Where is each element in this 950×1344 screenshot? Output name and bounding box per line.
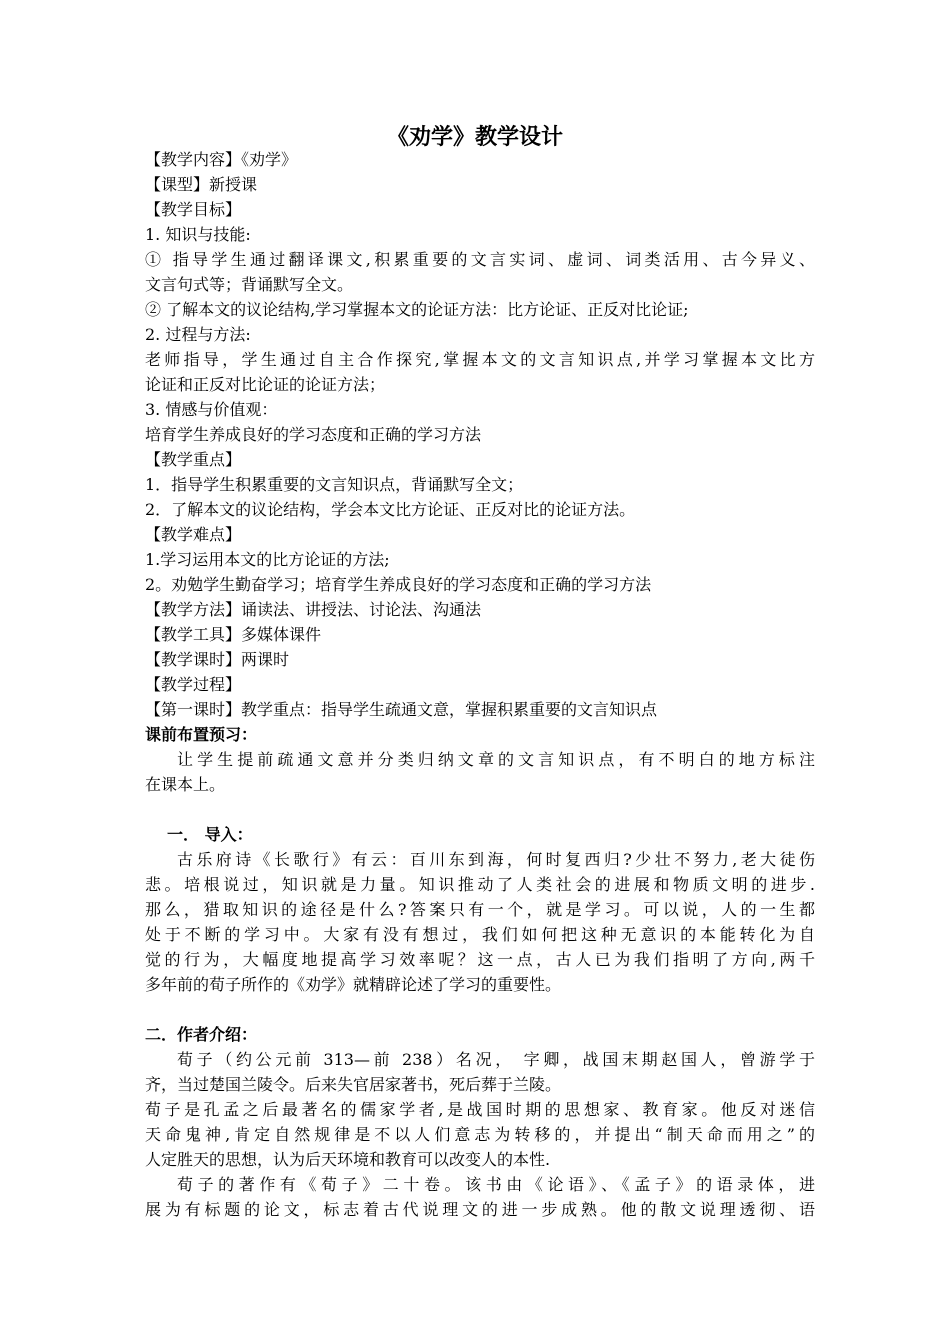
text-line: 齐，当过楚国兰陵令。后来失官居家著书，死后葬于兰陵。 (145, 1075, 562, 1094)
text-line: 2. 过程与方法: (145, 325, 251, 344)
text-line: 多年前的荀子所作的《劝学》就精辟论述了学习的重要性。 (145, 975, 562, 994)
section-heading: 课前布置预习： (145, 725, 258, 744)
section-heading: 二．作者介绍： (145, 1025, 258, 1044)
text-line: 荀子是孔孟之后最著名的儒家学者,是战国时期的思想家、教育家。他反对迷信 (145, 1100, 815, 1119)
text-line: ① 指导学生通过翻译课文,积累重要的文言实词、虚词、词类活用、古今异义、 (145, 250, 815, 269)
text-line: 觉的行为，大幅度地提高学习效率呢？这一点，古人已为我们指明了方向,两千 (145, 950, 815, 969)
text-line: 古乐府诗《长歌行》有云：百川东到海，何时复西归?少壮不努力,老大徒伤 (177, 850, 815, 869)
text-line: 【教学工具】多媒体课件 (145, 625, 322, 644)
text-line: 【第一课时】教学重点：指导学生疏通文意，掌握积累重要的文言知识点 (145, 700, 658, 719)
text-line: 【教学重点】 (145, 450, 242, 469)
text-line: 【教学内容】《劝学》 (145, 150, 298, 169)
text-line: 2。劝勉学生勤奋学习；培育学生养成良好的学习态度和正确的学习方法 (145, 575, 652, 594)
text-line: 让学生提前疏通文意并分类归纳文章的文言知识点，有不明白的地方标注 (177, 750, 815, 769)
text-line: 【教学方法】诵读法、讲授法、讨论法、沟通法 (145, 600, 482, 619)
text-line: 荀子的著作有《荀子》二十卷。该书由《论语》、《孟子》的语录体，进 (177, 1175, 815, 1194)
text-line: 【教学课时】两课时 (145, 650, 290, 669)
text-line: 1．指导学生积累重要的文言知识点，背诵默写全文； (145, 475, 524, 494)
text-line: 荀子（约公元前 313—前 238）名况， 字卿，战国末期赵国人，曾游学于 (177, 1050, 815, 1069)
text-line: 2．了解本文的议论结构，学会本文比方论证、正反对比的论证方法。 (145, 500, 636, 519)
text-line: ② 了解本文的议论结构,学习掌握本文的论证方法：比方论证、正反对比论证; (145, 300, 689, 319)
text-line: 3. 情感与价值观： (145, 400, 278, 419)
text-line: 1. 知识与技能: (145, 225, 251, 244)
text-line: 培育学生养成良好的学习态度和正确的学习方法 (145, 425, 482, 444)
text-line: 论证和正反对比论证的论证方法； (145, 375, 386, 394)
text-line: 【课型】新授课 (145, 175, 258, 194)
text-line: 那么，猎取知识的途径是什么?答案只有一个，就是学习。可以说，人的一生都 (145, 900, 815, 919)
document-title: 《劝学》教学设计 (386, 124, 563, 150)
text-line: 1.学习运用本文的比方论证的方法; (145, 550, 390, 569)
section-heading: 一． 导入： (167, 825, 253, 844)
text-line: 在课本上。 (145, 775, 226, 794)
text-line: 人定胜天的思想，认为后天环境和教育可以改变人的本性. (145, 1150, 551, 1169)
text-line: 【教学难点】 (145, 525, 242, 544)
text-line: 悲。培根说过，知识就是力量。知识推动了人类社会的进展和物质文明的进步. (145, 875, 815, 894)
text-line: 【教学目标】 (145, 200, 242, 219)
text-line: 展为有标题的论文，标志着古代说理文的进一步成熟。他的散文说理透彻、语 (145, 1200, 815, 1219)
text-line: 老师指导，学生通过自主合作探究,掌握本文的文言知识点,并学习掌握本文比方 (145, 350, 815, 369)
text-line: 天命鬼神,肯定自然规律是不以人们意志为转移的，并提出“制天命而用之”的 (145, 1125, 815, 1144)
text-line: 处于不断的学习中。大家有没有想过，我们如何把这种无意识的本能转化为自 (145, 925, 815, 944)
text-line: 文言句式等；背诵默写全文。 (145, 275, 354, 294)
text-line: 【教学过程】 (145, 675, 242, 694)
